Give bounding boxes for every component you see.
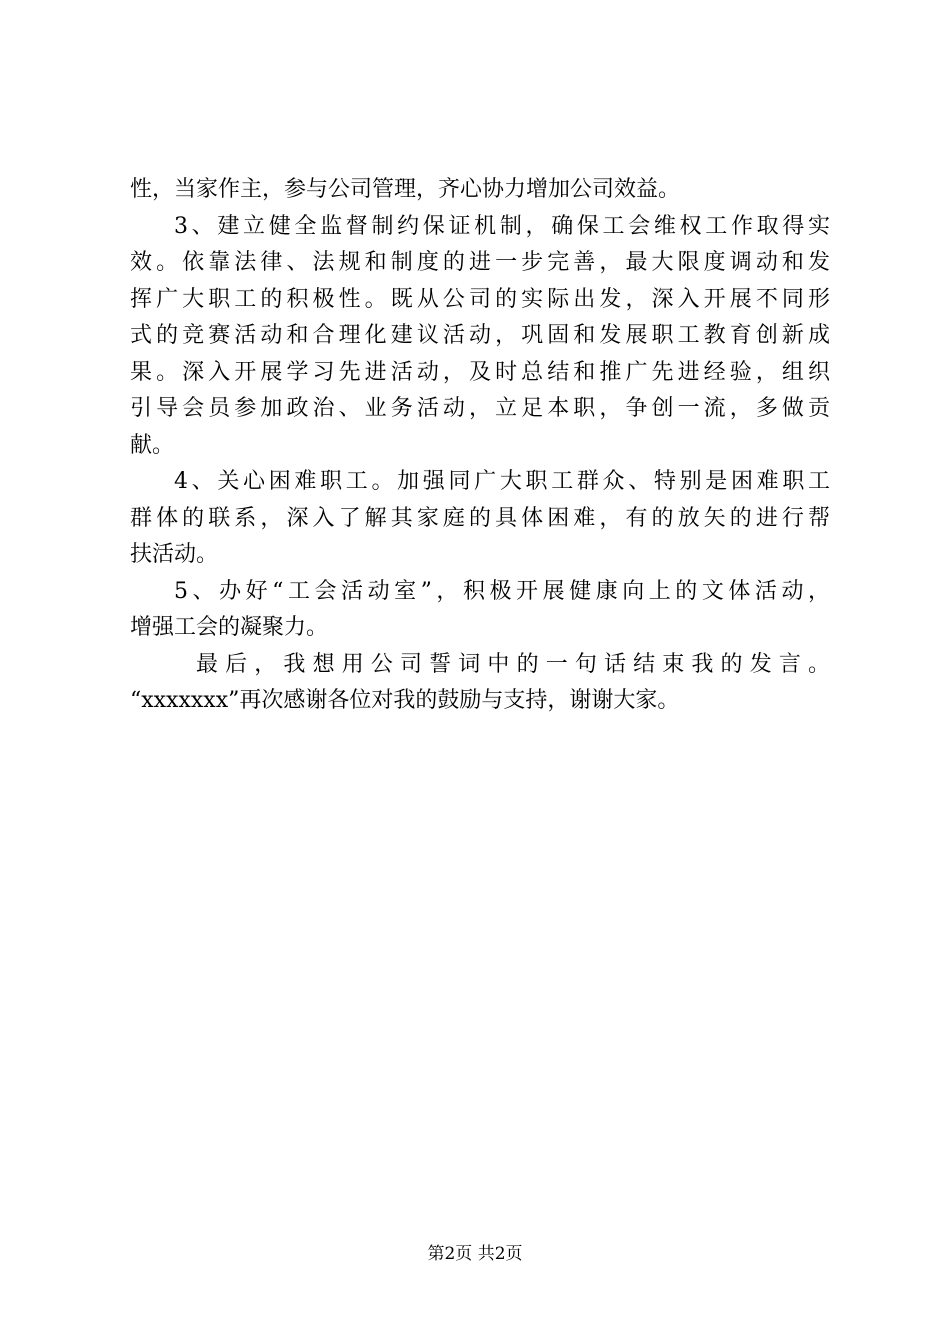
page-number-footer: 第2页 共2页 [427,1244,523,1264]
text-line: 性，当家作主，参与公司管理，齐心协力增加公司效益。 [130,177,681,202]
paragraph-4-line: 扶活动。 [130,542,219,567]
document-body [130,172,830,720]
paragraph-4-line: 群体的联系，深入了解其家庭的具体困难，有的放矢的进行帮 [130,505,830,531]
paragraph-4-line: 4、关心困难职工。加强同广大职工群众、特别是困难职工 [174,469,830,494]
paragraph-3-line: 献。 [130,432,175,458]
paragraph-5-line: 5、办好“工会活动室”，积极开展健康向上的文体活动， [174,578,830,604]
paragraph-5-line: 增强工会的凝聚力。 [130,615,329,640]
paragraph-3-line: 引导会员参加政治、业务活动，立足本职，争创一流，多做贡 [130,396,830,421]
paragraph-3-line: 式的竞赛活动和合理化建议活动，巩固和发展职工教育创新成 [130,323,830,348]
closing-paragraph-line: “xxxxxxx”再次感谢各位对我的鼓励与支持，谢谢大家。 [130,688,680,713]
paragraph-3-line: 效。依靠法律、法规和制度的进一步完善，最大限度调动和发 [130,250,830,275]
paragraph-3-line: 挥广大职工的积极性。既从公司的实际出发，深入开展不同形 [130,286,830,312]
paragraph-3-line: 3、建立健全监督制约保证机制，确保工会维权工作取得实 [174,213,830,239]
closing-paragraph-line: 最后，我想用公司誓词中的一句话结束我的发言。 [196,651,830,677]
paragraph-3-line: 果。深入开展学习先进活动，及时总结和推广先进经验，组织 [130,359,830,385]
